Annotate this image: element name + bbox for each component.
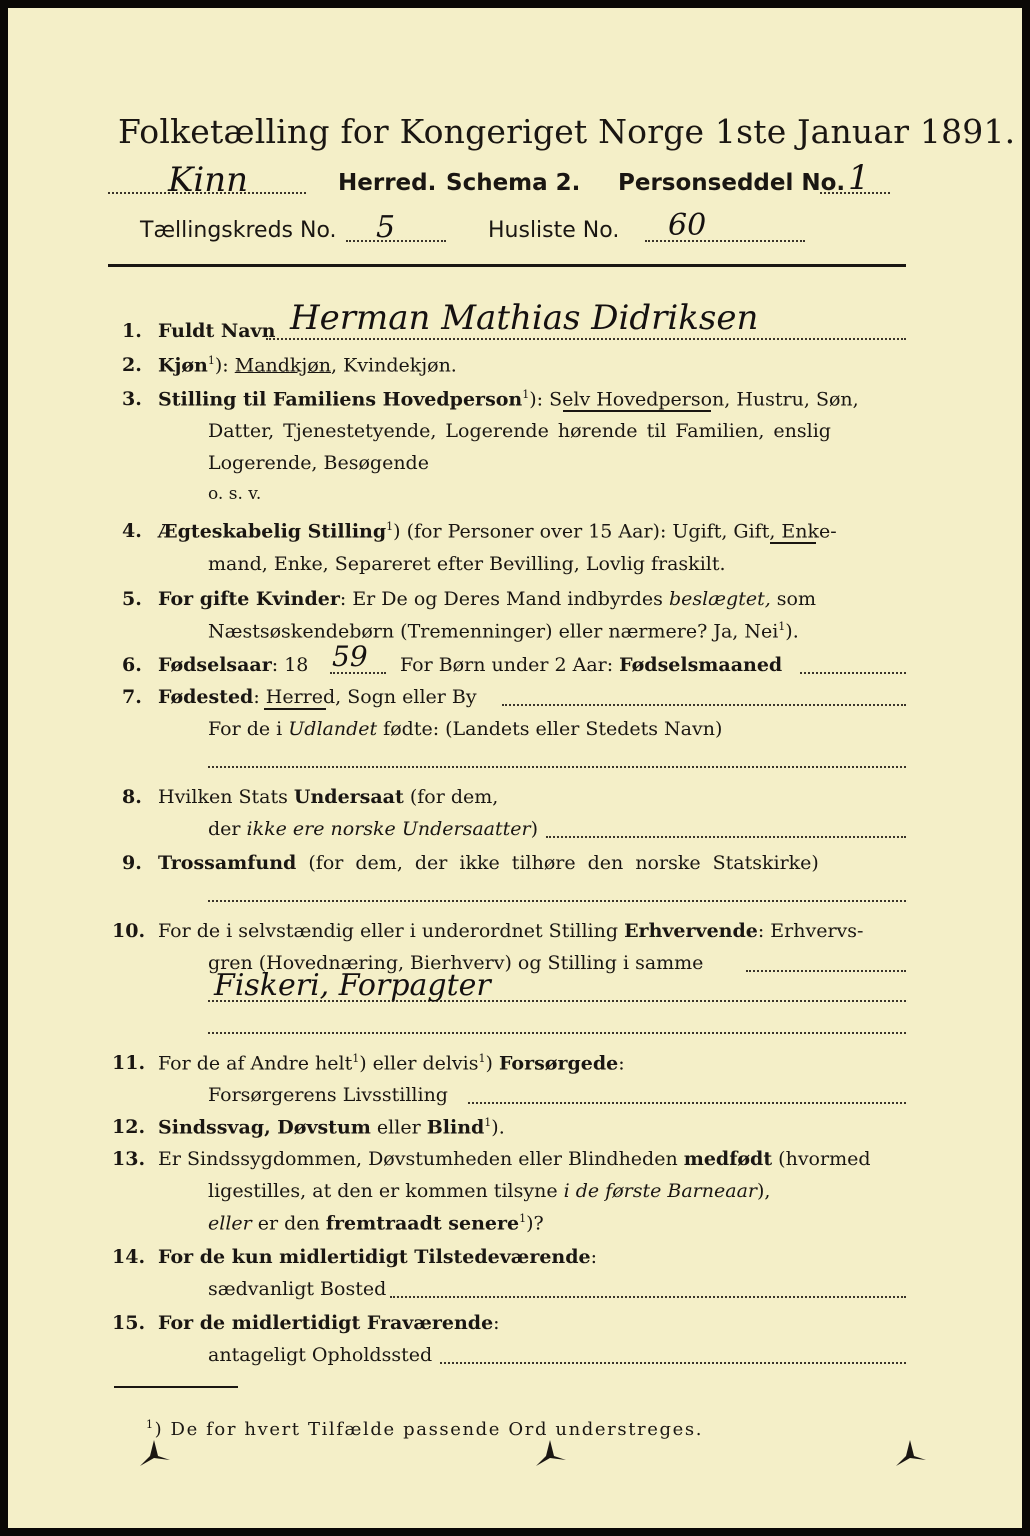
q9-number: 9.: [122, 852, 142, 874]
q5-line2-text: Næstsøskendebørn (Tremenninger) eller nærmere? Ja, Nei: [208, 620, 779, 643]
q1-value: Herman Mathias Didriksen: [290, 298, 759, 338]
herred-value: Kinn: [168, 160, 249, 200]
q8-label: Undersaat: [293, 786, 404, 808]
q10-line1: [158, 920, 863, 942]
q8-line2b: ikke ere norske Undersaatter: [246, 818, 531, 840]
q2-sup: 1: [207, 354, 215, 367]
q12-label: Sindssvag, Døvstum: [158, 1116, 371, 1139]
q13-label2: fremtraadt senere: [325, 1212, 520, 1235]
form-title: Folketælling for Kongeriget Norge 1ste Januar 1891.: [118, 112, 1016, 151]
q3-line1-text: ): Selv Hovedperson, Hustru, Søn,: [529, 388, 859, 411]
q1-number: 1.: [122, 320, 142, 342]
q13-sup: 1: [519, 1212, 527, 1225]
q2-rest: ):: [214, 354, 235, 377]
registration-mark-left-icon: [136, 1436, 172, 1472]
footnote: [146, 1418, 703, 1440]
footnote-sup: 1: [146, 1418, 155, 1431]
q3-line1: [158, 388, 859, 410]
personseddel-value: 1: [848, 158, 870, 198]
q8-line2a: der: [208, 818, 247, 840]
q13-line1c: (hvormed: [772, 1148, 871, 1170]
q8-number: 8.: [122, 786, 142, 808]
q11-line1e: :: [618, 1052, 625, 1075]
q7-line2c: fødte: (Landets eller Stedets Navn): [377, 718, 723, 740]
q2-number: 2.: [122, 354, 142, 376]
q4-sup: 1: [386, 520, 394, 533]
q1-label: Fuldt Navn: [158, 320, 276, 342]
q5-line1: [158, 588, 816, 610]
q15-number: 15.: [112, 1312, 146, 1334]
footnote-divider: [114, 1386, 238, 1388]
q14-number: 14.: [112, 1246, 146, 1268]
q13-number: 13.: [112, 1148, 146, 1170]
q7-number: 7.: [122, 686, 142, 708]
q5-line2: [208, 620, 799, 642]
q7-line1-text: : Herred, Sogn eller By: [253, 686, 477, 708]
q15-line1: [158, 1312, 500, 1334]
q10-line1a: For de i selvstændig eller i underordnet Stilling: [158, 920, 625, 942]
q3-line2: Datter, Tjenestetyende, Logerende hørende til Familien, enslig: [208, 420, 831, 442]
q14-line1: [158, 1246, 597, 1268]
q3-underline: [563, 410, 711, 412]
q4-line1: [158, 520, 837, 542]
q14-end: :: [590, 1246, 598, 1268]
q12-mid: eller: [370, 1116, 427, 1139]
q13-line2c: ),: [757, 1180, 771, 1202]
footnote-text: ) De for hvert Tilfælde passende Ord understreges.: [154, 1419, 704, 1440]
q8-line2c: ): [530, 818, 538, 840]
q4-number: 4.: [122, 520, 142, 542]
q6-line2: [400, 654, 782, 676]
q5-line1c: som: [770, 588, 816, 610]
q9-line1-text: (for dem, der ikke tilhøre den norske Statskirke): [296, 852, 819, 874]
q12-line: [158, 1116, 505, 1138]
q9-line1: [158, 852, 819, 874]
q7-line1: [158, 686, 477, 708]
q13-line2a: ligestilles, at den er kommen tilsyne: [208, 1180, 564, 1202]
q3-number: 3.: [122, 388, 142, 410]
q6-label: Fødselsaar: [158, 654, 272, 676]
census-form-page: [8, 8, 1022, 1528]
q10-line1c: : Erhvervs-: [757, 920, 864, 942]
q12-end: ).: [491, 1116, 505, 1139]
q11-line1c: ): [485, 1052, 499, 1075]
q6-mid: For Børn under 2 Aar:: [400, 654, 620, 676]
q11-line1: [158, 1052, 625, 1074]
q15-end: :: [493, 1312, 500, 1334]
q11-sup1: 1: [352, 1052, 360, 1065]
taellingskreds-value: 5: [376, 210, 396, 245]
q3-line3: Logerende, Besøgende: [208, 452, 429, 474]
q6-number: 6.: [122, 654, 142, 676]
q13-label: medfødt: [683, 1148, 773, 1170]
q5-line2-end: ).: [785, 620, 799, 643]
q8-line1c: (for dem,: [403, 786, 499, 808]
q5-label: For gifte Kvinder: [158, 588, 340, 610]
q3-sup: 1: [522, 388, 530, 401]
q2-label: Kjøn: [158, 354, 208, 377]
personseddel-label: Personseddel No.: [618, 170, 846, 196]
q9-label: Trossamfund: [158, 852, 297, 874]
q7-line2: [208, 718, 722, 740]
q14-label: For de kun midlertidigt Tilstedeværende: [158, 1246, 591, 1268]
q4-line2: mand, Enke, Separeret efter Bevilling, Lovlig fraskilt.: [208, 553, 726, 575]
q2-line: [158, 354, 457, 376]
q4-label: Ægteskabelig Stilling: [158, 520, 387, 543]
herred-label: Herred.: [338, 170, 437, 196]
q11-sup2: 1: [478, 1052, 486, 1065]
registration-mark-right-icon: [892, 1436, 928, 1472]
q8-line2: [208, 818, 538, 840]
q13-line1a: Er Sindssygdommen, Døvstumheden eller Blindheden: [158, 1148, 684, 1170]
q15-line2: antageligt Opholdssted: [208, 1344, 433, 1366]
q7-line2b: Udlandet: [288, 718, 378, 740]
q5-number: 5.: [122, 588, 142, 610]
q8-line1a: Hvilken Stats: [158, 786, 294, 808]
q3-label: Stilling til Familiens Hovedperson: [158, 388, 523, 411]
q5-sup: 1: [778, 620, 786, 633]
husliste-label: Husliste No.: [488, 218, 620, 243]
q11-line2: Forsørgerens Livsstilling: [208, 1084, 448, 1106]
q5-line1a: : Er De og Deres Mand indbyrdes: [339, 588, 669, 610]
husliste-value: 60: [668, 208, 707, 243]
q13-line2b: i de første Barneaar: [563, 1180, 757, 1202]
q12-number: 12.: [112, 1116, 146, 1138]
q13-line2: [208, 1180, 770, 1202]
q7-line2a: For de i: [208, 718, 289, 740]
q2-opt-kvindekjon: , Kvindekjøn.: [331, 354, 457, 377]
q10-number: 10.: [112, 920, 146, 942]
q14-line2: sædvanligt Bosted: [208, 1278, 387, 1300]
q6-value: 59: [332, 640, 368, 673]
q13-line3a: eller: [208, 1212, 252, 1235]
registration-mark-center-icon: [532, 1436, 568, 1472]
schema-label: Schema 2.: [446, 170, 581, 196]
q7-label: Fødested: [158, 686, 254, 708]
q13-line3b: er den: [251, 1212, 326, 1235]
q10-line2: gren (Hovednæring, Bierhverv) og Stilling i samme: [208, 952, 704, 974]
q10-label: Erhvervende: [624, 920, 758, 942]
q12-sup: 1: [484, 1116, 492, 1129]
q13-line3: [208, 1212, 544, 1234]
q6-line: [158, 654, 308, 676]
q6-label2: Fødselsmaaned: [619, 654, 783, 676]
q7-underline: [264, 708, 326, 710]
q3-line4: o. s. v.: [208, 484, 262, 504]
q12-label2: Blind: [426, 1116, 485, 1139]
q13-line3end: )?: [526, 1212, 544, 1235]
q11-line1b: ) eller delvis: [359, 1052, 479, 1075]
q15-label: For de midlertidigt Fraværende: [158, 1312, 494, 1334]
q13-line1: [158, 1148, 871, 1170]
q4-underline: [770, 542, 816, 544]
q11-line1a: For de af Andre helt: [158, 1052, 353, 1075]
q8-line1: [158, 786, 498, 808]
taellingskreds-label: Tællingskreds No.: [140, 218, 337, 243]
q6-prefix: : 18: [271, 654, 309, 676]
q2-opt-mandkjon: Mandkjøn: [234, 354, 331, 377]
q4-line1-text: ) (for Personer over 15 Aar): Ugift, Gift, Enke-: [393, 520, 837, 543]
q11-number: 11.: [112, 1052, 146, 1074]
q5-line1b: beslægtet,: [668, 588, 771, 610]
header-divider: [108, 264, 906, 267]
q11-label: Forsørgede: [498, 1052, 619, 1075]
q10-value: Fiskeri, Forpagter: [214, 968, 491, 1003]
